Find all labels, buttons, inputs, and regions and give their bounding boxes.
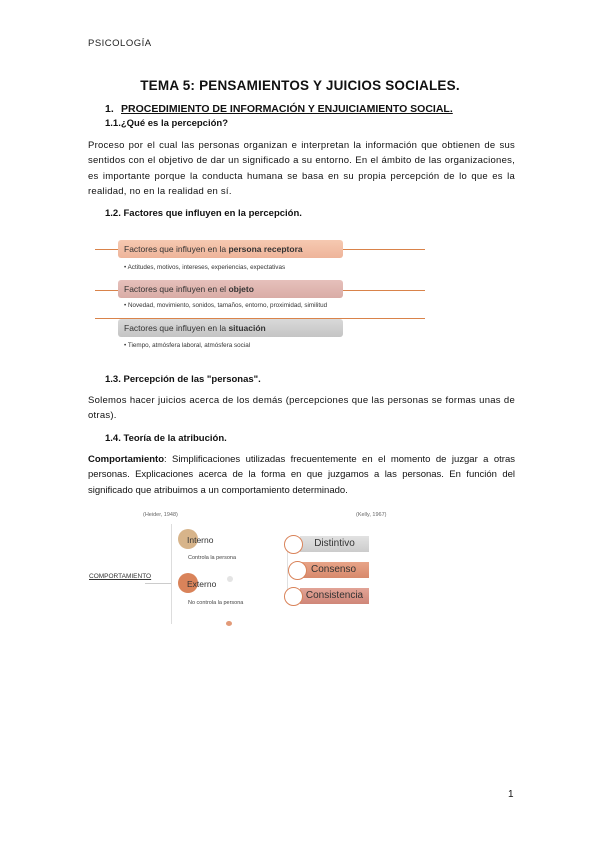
section-number: 1.	[105, 103, 114, 115]
criterion-consenso-node	[288, 561, 307, 580]
paragraph-personas: Solemos hacer juicios acerca de los demás (percepciones que las personas se formas unas de otras).	[88, 395, 515, 422]
criterion-consenso: Consenso	[298, 562, 369, 578]
interno-label: Interno	[187, 535, 214, 545]
criterion-consistencia: Consistencia	[300, 588, 369, 604]
heider-reference: (Heider, 1948)	[143, 512, 178, 518]
subheading-1-4: 1.4. Teoría de la atribución.	[105, 433, 227, 444]
page-title: TEMA 5: PENSAMIENTOS Y JUICIOS SOCIALES.	[140, 78, 460, 93]
bracket-line	[171, 524, 172, 624]
page-number: 1	[508, 789, 514, 800]
kelly-reference: (Kelly, 1967)	[356, 512, 387, 518]
criterion-consistencia-node	[284, 587, 303, 606]
dot-decoration	[226, 621, 232, 626]
externo-description: No controla la persona	[188, 600, 244, 606]
externo-label: Externo	[187, 579, 217, 589]
factor-box-situacion: Factores que influyen en la situación	[118, 319, 343, 337]
connector-line	[145, 583, 172, 584]
paragraph-perception: Proceso por el cual las personas organizan e interpretan la información que obtienen de sus sentidos con el objetivo de dar un significado a su entorno. En el ámbito de las organizaciones, es importante porque la conducta humana se basa en su propia percepción de lo que es la realidad, no en la realidad en sí.	[88, 140, 515, 197]
section-title: PROCEDIMIENTO DE INFORMACIÓN Y ENJUICIAMIENTO SOCIAL.	[121, 103, 453, 115]
factor-detail-receptor: • Actitudes, motivos, intereses, experiencias, expectativas	[124, 264, 286, 271]
paragraph-attribution: Comportamiento: Simplificaciones utilizadas frecuentemente en el momento de juzgar a otras personas. Explicaciones acerca de la forma en que juzgamos a las personas. En función del significado que atribuimos a un comportamiento determinado.	[88, 454, 515, 496]
running-header: PSICOLOGÍA	[88, 38, 152, 49]
root-comportamiento: COMPORTAMIENTO	[89, 573, 152, 580]
criterion-distintivo-node	[284, 535, 303, 554]
subheading-1-3: 1.3. Percepción de las "personas".	[105, 374, 261, 385]
interno-description: Controla la persona	[188, 555, 237, 561]
factor-detail-situacion: • Tiempo, atmósfera laboral, atmósfera social	[124, 342, 251, 349]
subheading-1-2: 1.2. Factores que influyen en la percepción.	[105, 208, 302, 219]
subheading-1-1: 1.1.¿Qué es la percepción?	[105, 118, 229, 129]
section-heading	[105, 103, 453, 115]
criterion-distintivo: Distintivo	[300, 536, 369, 552]
term-comportamiento: Comportamiento	[88, 454, 164, 465]
factor-detail-objeto: • Novedad, movimiento, sonidos, tamaños, entorno, proximidad, similitud	[124, 302, 328, 309]
dot-decoration	[227, 576, 233, 582]
factor-box-receptor: Factores que influyen en la persona receptora	[118, 240, 343, 258]
factor-box-objeto: Factores que influyen en el objeto	[118, 280, 343, 298]
